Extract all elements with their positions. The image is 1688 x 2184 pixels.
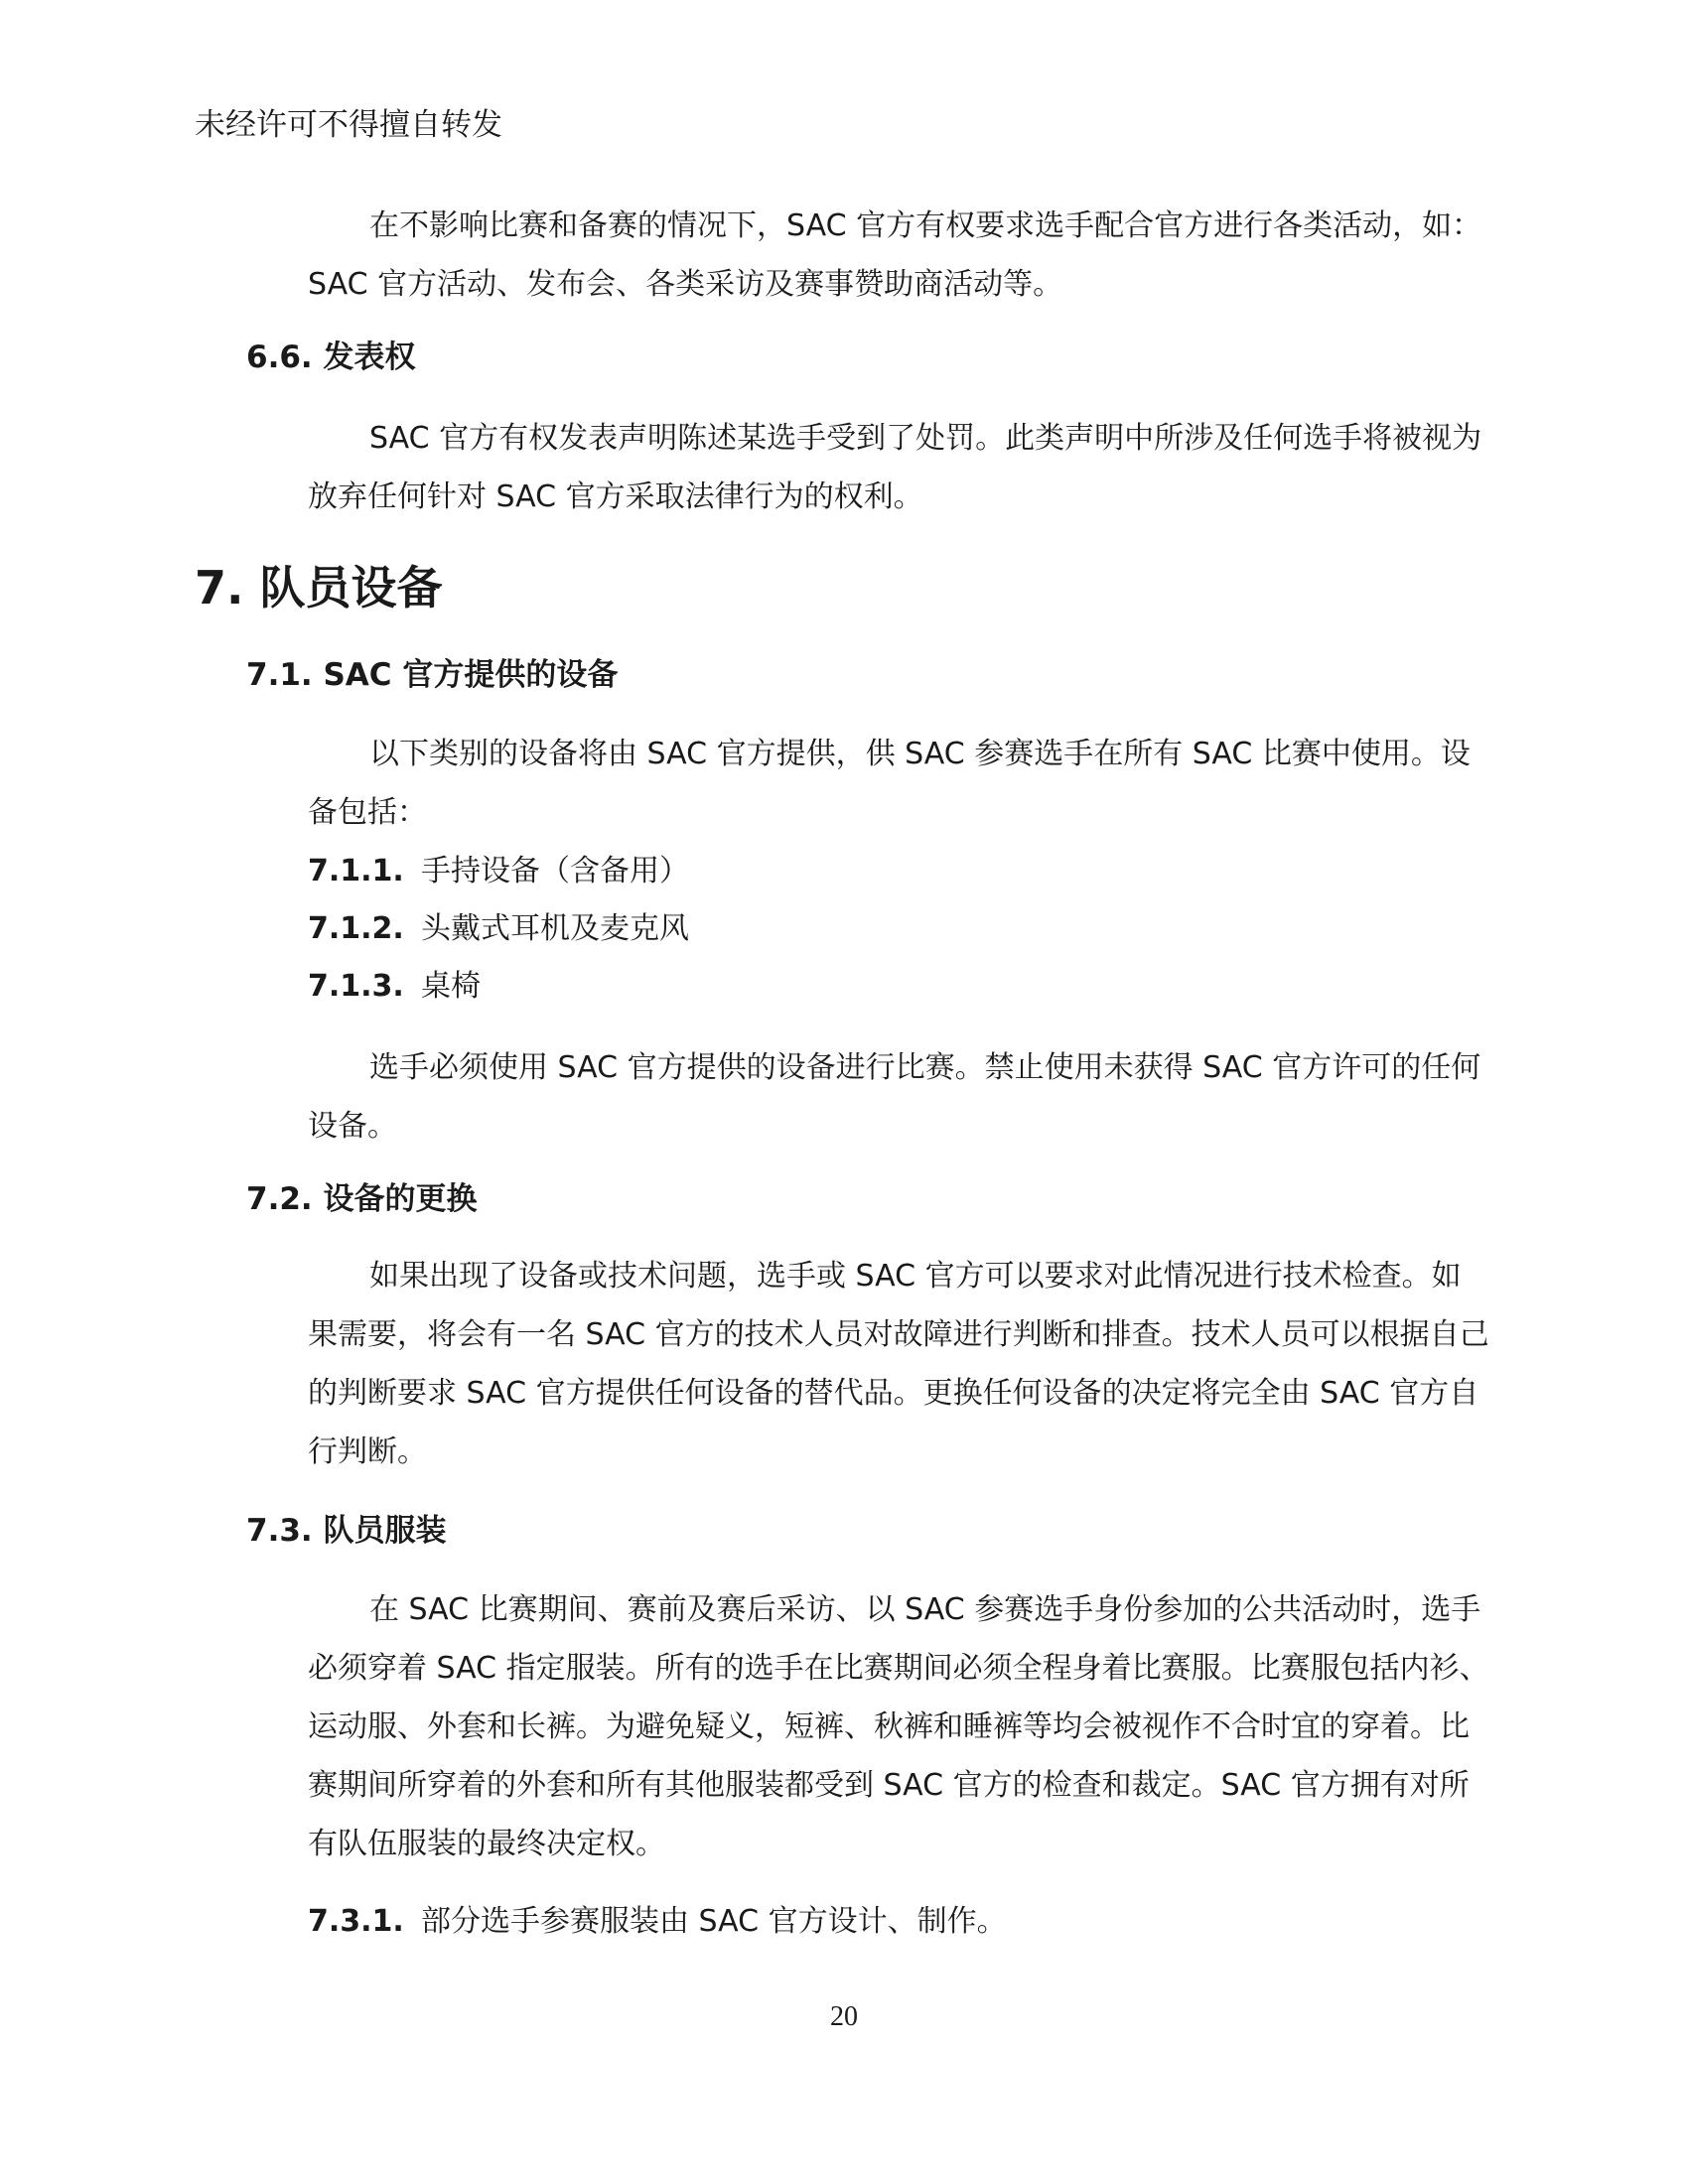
paragraph-7-1: 以下类别的设备将由 SAC 官方提供，供 SAC 参赛选手在所有 SAC 比赛中使用。设备包括： [308,737,1471,830]
list-item [308,907,689,951]
paragraph-activities: 在不影响比赛和备赛的情况下，SAC 官方有权要求选手配合官方进行各类活动，如：SAC 官方活动、发布会、各类采访及赛事赞助商活动等。 [308,208,1482,302]
list-item-text: 手持设备（含备用） [421,854,689,888]
heading-7-3: 7.3. 队员服装 [246,1513,447,1549]
heading-6-6: 6.6. 发表权 [246,340,416,375]
list-item [308,850,689,893]
list-item [308,965,481,1009]
paragraph-6-6: SAC 官方有权发表声明陈述某选手受到了处罚。此类声明中所涉及任何选手将被视为放弃任何针对 SAC 官方采取法律行为的权利。 [308,421,1482,514]
heading-7-1: 7.1. SAC 官方提供的设备 [246,657,619,693]
list-item-text: 桌椅 [421,969,481,1004]
page-number: 20 [830,2001,858,2032]
paragraph-7-3: 在 SAC 比赛期间、赛前及赛后采访、以 SAC 参赛选手身份参加的公共活动时，选手必须穿着 SAC 指定服装。所有的选手在比赛期间必须全程身着比赛服。比赛服包括内衫、运动服、外套和长裤。为避免疑义，短裤、秋裤和睡裤等均会被视作不合时宜的穿着。比赛期间所穿着的外套和所有其他服装都受到 SAC 官方的检查和裁定。SAC 官方拥有对所有队伍服装的最终决定权。 [308,1592,1489,1861]
list-item-number: 7.1.2. [308,911,404,946]
list-item-number: 7.3.1. [308,1904,404,1939]
heading-7: 7. 队员设备 [195,561,443,614]
list-item [308,1900,1007,1944]
paragraph-7-2: 如果出现了设备或技术问题，选手或 SAC 官方可以要求对此情况进行技术检查。如果需要，将会有一名 SAC 官方的技术人员对故障进行判断和排查。技术人员可以根据自己的判断要求 SAC 官方提供任何设备的替代品。更换任何设备的决定将完全由 SAC 官方自行判断。 [308,1259,1489,1469]
list-item-text: 头戴式耳机及麦克风 [421,911,689,946]
paragraph-7-1-b: 选手必须使用 SAC 官方提供的设备进行比赛。禁止使用未获得 SAC 官方许可的任何设备。 [308,1050,1481,1144]
list-item-text: 部分选手参赛服装由 SAC 官方设计、制作。 [421,1904,1007,1939]
header-note: 未经许可不得擅自转发 [195,107,502,143]
heading-7-2: 7.2. 设备的更换 [246,1181,478,1217]
list-item-number: 7.1.1. [308,854,404,888]
list-item-number: 7.1.3. [308,969,404,1004]
